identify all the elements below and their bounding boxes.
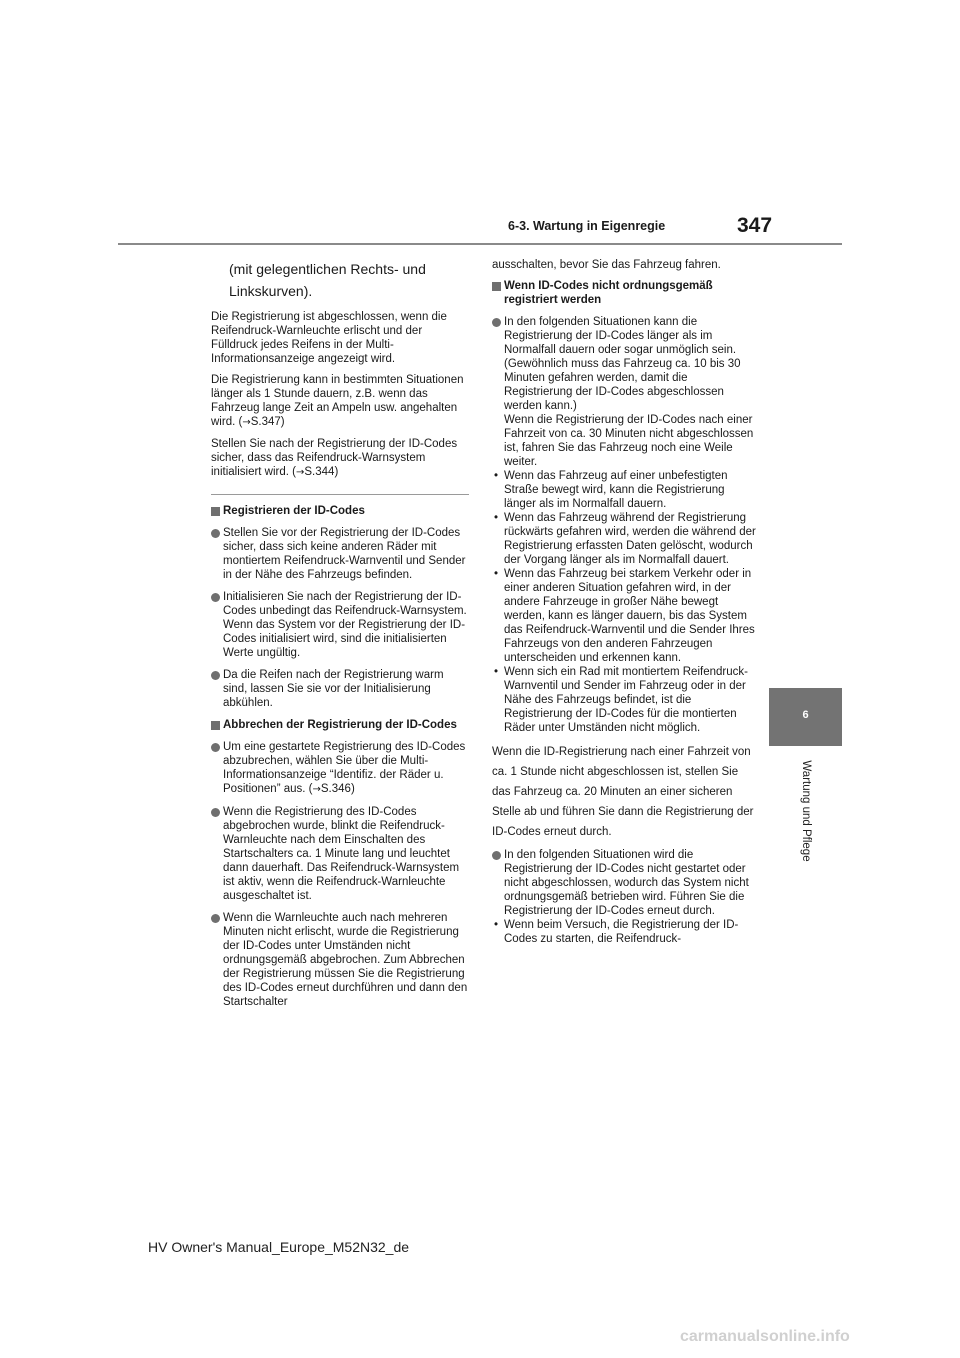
dash-item: • Wenn beim Versuch, die Registrierung der ID-Codes zu starten, die Reifendruck- (492, 918, 756, 946)
paragraph: ausschalten, bevor Sie das Fahrzeug fahren. (492, 259, 721, 271)
bullet-item: Stellen Sie vor der Registrierung der ID-Codes sicher, dass sich keine anderen Räder mit montiertem Reifendruck-Warnventil und Sender in der Nähe des Fahrzeugs befinden. (211, 526, 469, 582)
dash-item: • Wenn das Fahrzeug auf einer unbefestigten Straße bewegt wird, kann die Registrierung länger als im Normalfall dauern. (492, 469, 756, 511)
header-rule (118, 243, 842, 245)
footer-text: HV Owner's Manual_Europe_M52N32_de (148, 1239, 410, 1255)
paragraph: Die Registrierung ist abgeschlossen, wenn die Reifendruck-Warnleuchte erlischt und der Fülldruck jedes Reifens in der Multi-Informationsanzeige angezeigt wird. (211, 311, 447, 365)
subheading: Registrieren der ID-Codes (211, 504, 469, 518)
bullet-item: Um eine gestartete Registrierung des ID-Codes abzubrechen, wählen Sie über die Multi-Informationsanzeige “Identifiz. der Räder u. Positionen” aus. (→S.346) (211, 740, 469, 797)
dash-item: • Wenn das Fahrzeug bei starkem Verkehr oder in einer anderen Situation gefahren wird, in der andere Fahrzeuge in großer Nähe bewegt werden, kann es länger dauern, bis das System das Reifendruck-Warnventil und die Sender Ihres Fahrzeugs von den anderen Fahrzeugen unterscheiden und erkennen kann. (492, 567, 756, 665)
subheading: Wenn ID-Codes nicht ordnungsgemäß registriert werden (492, 279, 756, 307)
paragraph: Die Registrierung kann in bestimmten Situationen länger als 1 Stunde dauern, z.B. wenn das Fahrzeug lange Zeit an Ampeln usw. angehalten wird. (→S.347) (211, 374, 464, 428)
bullet-item: Wenn die Warnleuchte auch nach mehreren Minuten nicht erlischt, wurde die Registrierung der ID-Codes unter Umständen nicht ordnungsgemäß abgebrochen. Zum Abbrechen der Registrierung müssen Sie die Registrierung des ID-Codes erneut durchführen und dann den Startschalter (211, 911, 469, 1009)
paragraph: Stellen Sie nach der Registrierung der ID-Codes sicher, dass das Reifendruck-Warnsystem initialisiert wird. (→S.344) (211, 438, 458, 478)
subheading: Abbrechen der Registrierung der ID-Codes (211, 718, 469, 732)
bullet-item: Wenn die Registrierung des ID-Codes abgebrochen wurde, blinkt die Reifendruck-Warnleuchte nach dem Einschalten des Startschalters ca. 1 Minute lang und leuchtet dann dauerhaft. Das Reifendruck-Warnsystem ist aktiv, wenn die Reifendruck-Warnleuchte ausgeschaltet ist. (211, 805, 469, 903)
dash-item: • Wenn sich ein Rad mit montiertem Reifendruck-Warnventil und Sender im Fahrzeug oder in der Nähe des Fahrzeugs befindet, ist die Registrierung der ID-Codes für die montierten Räder unter Umständen nicht möglich. (492, 665, 756, 735)
arrow-icon: → (242, 417, 251, 428)
bullet-item: In den folgenden Situationen kann die Registrierung der ID-Codes länger als im Normalfall dauern oder sogar unmöglich sein. (Gewöhnlich muss das Fahrzeug ca. 10 bis 30 Minuten gefahren werden, damit die Registrierung der ID-Codes abgeschlossen werden kann.) Wenn die Registrierung der ID-Codes nach einer Fahrzeit von ca. 30 Minuten nicht abgeschlossen ist, fahren Sie das Fahrzeug noch eine Weile weiter. (492, 315, 756, 469)
bullet-item: Initialisieren Sie nach der Registrierung der ID-Codes unbedingt das Reifendruck-Warnsystem. Wenn das System vor der Registrierung der ID-Codes initialisiert wird, sind die initialisierten Werte ungültig. (211, 590, 469, 660)
bullet-item: In den folgenden Situationen wird die Registrierung der ID-Codes nicht gestartet oder nicht abgeschlossen, wodurch das System nicht ordnungsgemäß betrieben wird. Führen Sie die Registrierung der ID-Codes erneut durch. (492, 848, 756, 918)
chapter-title-vertical (769, 750, 842, 890)
right-column (492, 258, 756, 946)
bullet-item: Da die Reifen nach der Registrierung warm sind, lassen Sie sie vor der Initialisierung abkühlen. (211, 668, 469, 710)
separator (211, 494, 469, 495)
chapter-tab: 6 (769, 688, 842, 746)
section-title: 6-3. Wartung in Eigenregie (508, 219, 666, 233)
left-column (211, 258, 469, 1017)
paragraph: Wenn die ID-Registrierung nach einer Fahrzeit von ca. 1 Stunde nicht abgeschlossen ist, stellen Sie das Fahrzeug ca. 20 Minuten an einer sicheren Stelle ab und führen Sie dann die Registrierung der ID-Codes erneut durch. (492, 746, 754, 838)
arrow-icon: → (296, 467, 305, 478)
page-number: 347 (737, 214, 773, 237)
chapter-title-text: Wartung und Pflege (799, 760, 812, 862)
watermark: carmanualsonline.info (680, 1328, 850, 1345)
dash-item: • Wenn das Fahrzeug während der Registrierung rückwärts gefahren wird, werden die während der Registrierung erfassten Daten gelöscht, wodurch der Vorgang länger als im Normalfall dauert. (492, 511, 756, 567)
continued-text: (mit gelegentlichen Rechts- und Linkskurven). (229, 261, 426, 299)
arrow-icon: → (312, 784, 321, 795)
